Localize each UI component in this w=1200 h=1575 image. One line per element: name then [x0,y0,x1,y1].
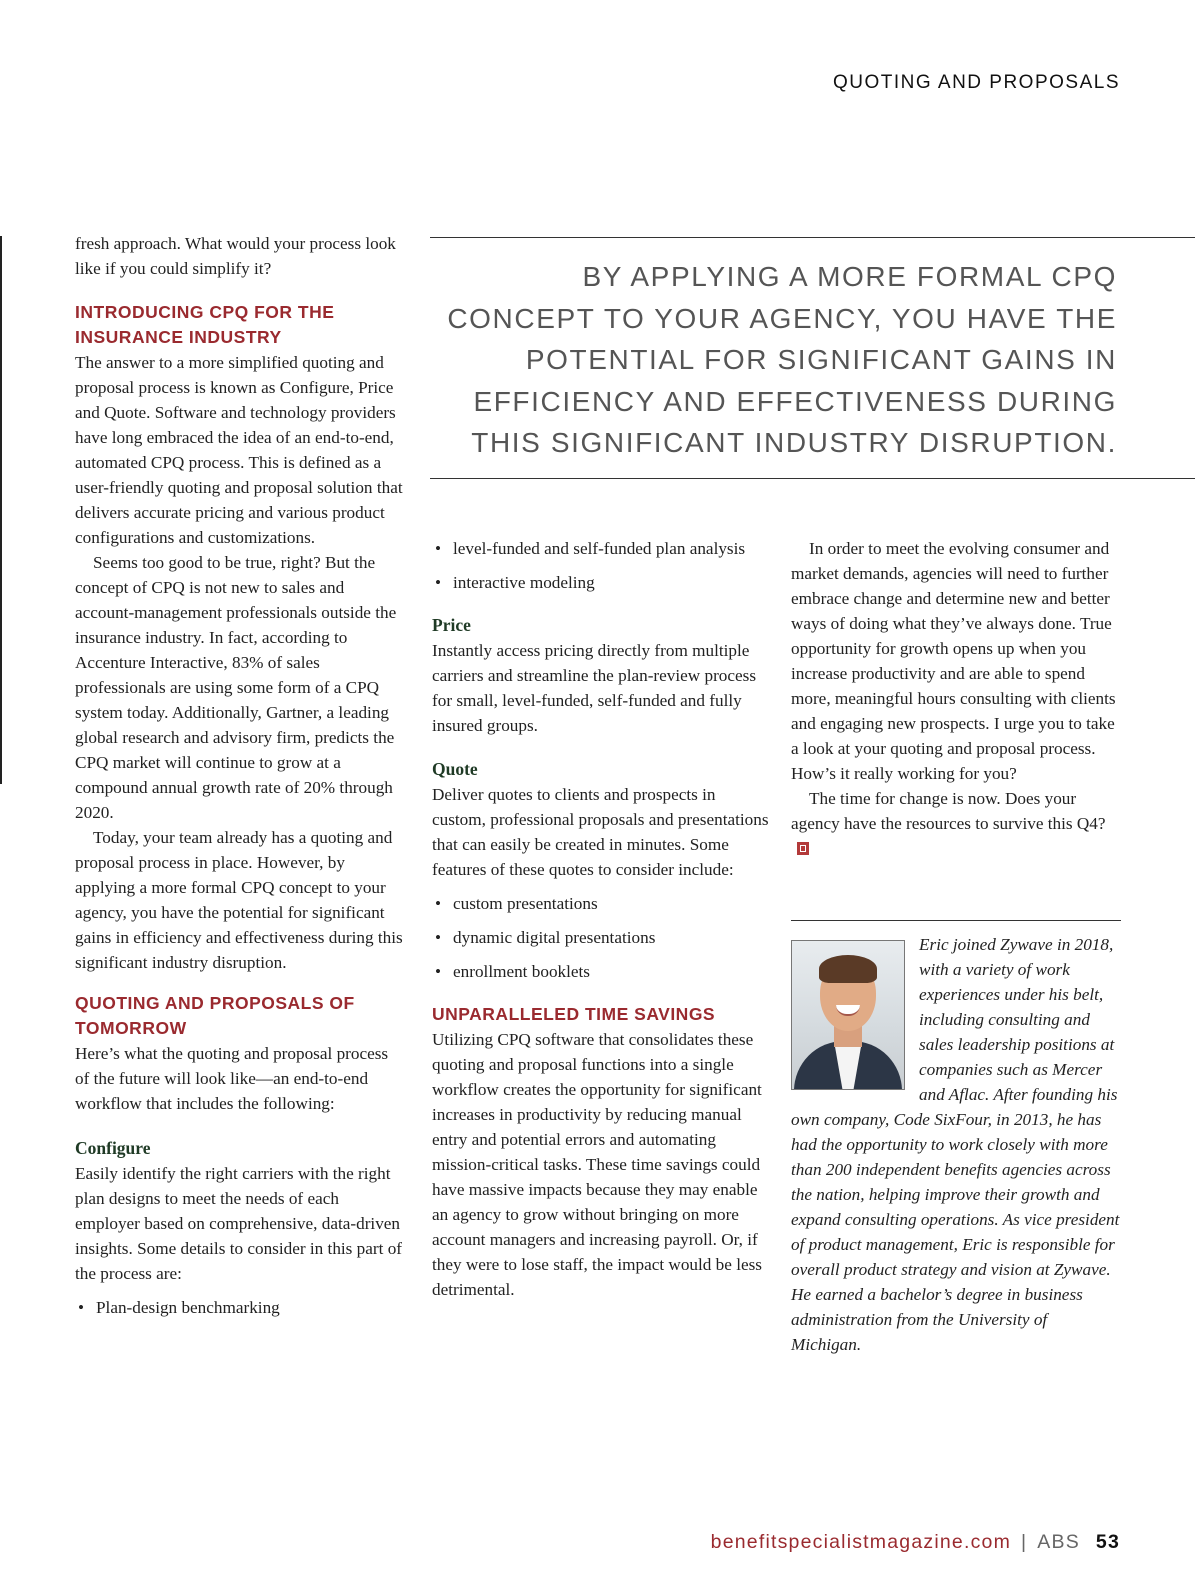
section-label: QUOTING AND PROPOSALS [833,72,1120,93]
pull-quote [430,237,1195,479]
intro-tail: fresh approach. What would your process look like if you could simplify it? [75,234,396,278]
page-number: 53 [1095,1531,1120,1553]
page-footer [711,1531,1120,1554]
bullet-dot: • [435,894,442,913]
list-item: • custom presentations [432,891,772,916]
bullet-dot: • [435,573,442,592]
paragraph-cpq-stats: Seems too good to be true, right? But the concept of CPQ is not new to sales and account-management professionals outside the insurance industry. In fact, according to Accenture Interactive, 83% of sales professionals are using some form of a CPQ system today. Additionally, Gartner, a leading global research and advisory firm, predicts the CPQ market will continue to grow at a compound annual growth rate of 20% through 2020. [75,553,397,822]
heading-quoting-tomorrow: QUOTING AND PROPOSALS OF TOMORROW [75,993,355,1038]
edge-bar [0,236,2,784]
end-mark-icon [797,842,809,855]
list-item: • enrollment booklets [432,959,772,984]
paragraph-workflow: Here’s what the quoting and proposal process of the future will look like—an end-to-end workflow that includes the following: [75,1044,389,1113]
left-column [75,231,405,1320]
bullet-dot: • [435,962,442,981]
author-photo [791,940,905,1090]
author-bio [791,932,1121,1357]
right-column [791,536,1121,861]
quote-bullets [432,891,772,984]
middle-column [432,536,772,1302]
footer-website: benefitspecialistmagazine.com [710,1531,1012,1553]
configure-bullets [75,1295,405,1320]
bullet-dot: • [435,928,442,947]
configure-bullets-continued [432,536,772,595]
heading-introducing-cpq: INTRODUCING CPQ FOR THE INSURANCE INDUSTRY [75,302,335,347]
heading-price: Price [432,615,471,635]
paragraph-price: Instantly access pricing directly from multiple carriers and streamline the plan-review process for small, level-funded, self-funded and fully insured groups. [432,641,757,735]
paragraph-closing: The time for change is now. Does your agency have the resources to survive this Q4? [791,786,1121,861]
paragraph-current-process: Today, your team already has a quoting and proposal process in place. However, by applying a more formal CPQ concept to your agency, you have the potential for significant gains in efficiency and effectiveness during this significant industry disruption. [75,828,403,972]
author-bio-text: Eric joined Zywave in 2018, with a variety of work experiences under his belt, including consulting and sales leadership positions at companies such as Mercer and Aflac. After founding his own company, Code SixFour, in 2013, he has had the opportunity to work closely with more than 200 independent benefits agencies across the nation, helping improve their growth and expand consulting operations. As vice president of product management, Eric is responsible for overall product strategy and vision at Zywave. He earned a bachelor’s degree in business administration from the University of Michigan. [791,935,1120,1354]
bullet-dot: • [78,1298,85,1317]
list-item: • Plan-design benchmarking [75,1295,405,1320]
list-item: • level-funded and self-funded plan analysis [432,536,772,561]
heading-quote: Quote [432,759,478,779]
heading-time-savings: UNPARALLELED TIME SAVINGS [432,1004,716,1024]
list-item: • dynamic digital presentations [432,925,772,950]
paragraph-quote: Deliver quotes to clients and prospects in custom, professional proposals and presentations that can easily be created in minutes. Some features of these quotes to consider include: [432,785,769,879]
paragraph-configure: Easily identify the right carriers with the right plan designs to meet the needs of each employer based on comprehensive, data-driven insights. Some details to consider in this part of the process are: [75,1164,403,1283]
heading-configure: Configure [75,1138,151,1158]
paragraph-time-savings: Utilizing CPQ software that consolidates these quoting and proposal functions into a single workflow creates the opportunity for significant increases in productivity by reducing manual entry and potential errors and automating mission-critical tasks. These time savings could have massive impacts because they may enable an agency to grow without bringing on more account managers and increasing payroll. Or, if they were to lose staff, the impact would be less detrimental. [432,1030,762,1299]
footer-magazine: ABS [1037,1531,1080,1553]
footer-separator: | [1021,1531,1028,1553]
paragraph-change: In order to meet the evolving consumer and market demands, agencies will need to further embrace change and determine new and better ways of doing what they’ve always done. True opportunity for growth opens up when you increase productivity and are able to spend more, meaningful hours consulting with clients and engaging new prospects. I urge you to take a look at your quoting and proposal process. How’s it really working for you? [791,539,1116,783]
bio-divider [791,920,1121,921]
pull-quote-text: BY APPLYING A MORE FORMAL CPQ CONCEPT TO YOUR AGENCY, YOU HAVE THE POTENTIAL FOR SIGNIFICANT GAINS IN EFFICIENCY AND EFFECTIVENESS DURING THIS SIGNIFICANT INDUSTRY DISRUPTION. [447,261,1117,458]
bullet-dot: • [435,539,442,558]
paragraph-cpq-definition: The answer to a more simplified quoting and proposal process is known as Configure, Price and Quote. Software and technology providers have long embraced the idea of an end-to-end, automated CPQ process. This is defined as a user-friendly quoting and proposal solution that delivers accurate pricing and various product configurations and customizations. [75,353,403,547]
list-item: • interactive modeling [432,570,772,595]
